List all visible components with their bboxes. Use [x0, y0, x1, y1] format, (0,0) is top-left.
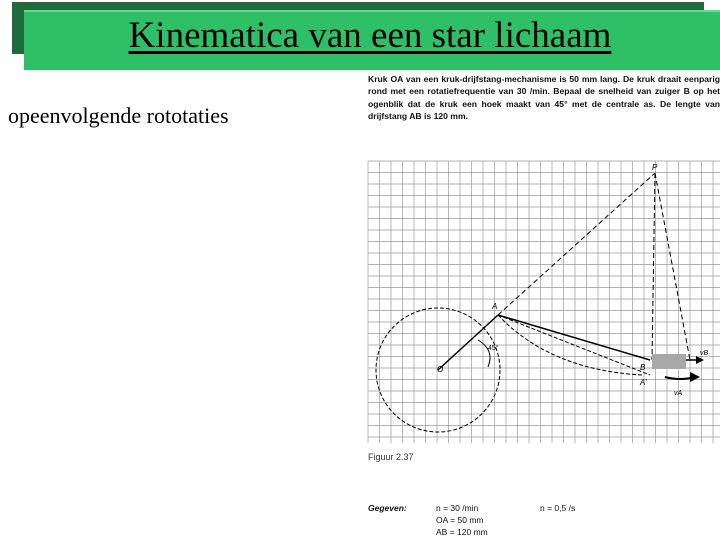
label-a-prime: A'	[640, 378, 647, 387]
crank-oa	[438, 315, 498, 370]
line-ap	[498, 173, 655, 315]
line-pv	[655, 173, 690, 360]
label-angle: 45°	[488, 345, 499, 352]
piston	[652, 354, 686, 369]
va-head	[690, 372, 700, 382]
label-o: O	[437, 365, 444, 374]
label-a: A	[492, 302, 498, 311]
slide-title: Kinematica van een star lichaam	[128, 15, 612, 56]
bullet-text: opeenvolgende rototaties	[8, 103, 229, 128]
label-b: B	[640, 363, 646, 372]
mechanism-figure	[360, 155, 720, 445]
given-n2: n = 0,5 /s	[540, 503, 576, 513]
given-oa: OA = 50 mm	[436, 515, 484, 525]
problem-statement: Kruk OA van een kruk-drijfstang-mechanisme is 50 mm lang. De kruk draait eenparig rond met een rotatiefrequentie van 30 /min. Bepaal de snelheid van zuiger B op het ogenblik dat de kruk een hoek maakt van 45° met de centrale as. De lengte van drijfstang AB is 120 mm.	[368, 74, 720, 121]
vb-head	[696, 356, 704, 364]
label-va: vA	[674, 390, 683, 397]
given-label: Gegeven:	[368, 503, 407, 513]
given-ab: AB = 120 mm	[436, 527, 488, 537]
grid	[368, 161, 720, 443]
label-p: P	[652, 163, 658, 172]
line-pb	[652, 173, 655, 360]
given-n: n = 30 /min	[436, 503, 479, 513]
label-vb: vB	[700, 350, 709, 357]
figure-caption: Figuur 2.37	[368, 452, 414, 462]
